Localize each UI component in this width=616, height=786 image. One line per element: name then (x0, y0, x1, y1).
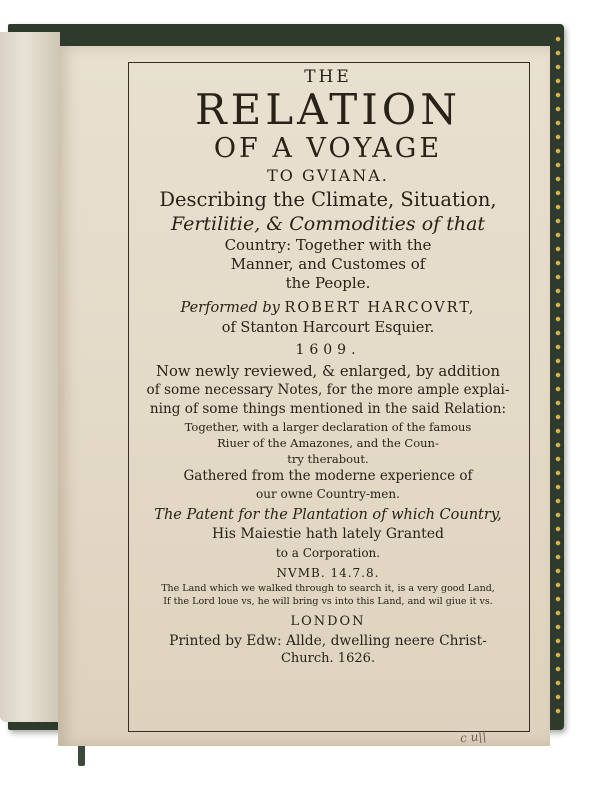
corporation-line: to a Corporation. (275, 546, 381, 560)
gilt-tooled-border (554, 32, 562, 722)
subtitle-manner: Manner, and Customes of (230, 255, 426, 273)
majesty-line: His Maiestie hath lately Granted (212, 526, 444, 542)
patent-line: The Patent for the Plantation of which Country, (154, 507, 502, 523)
reviewed-line-3: ning of some things mentioned in the said Relation: (149, 401, 507, 417)
date-1609: 1609. (295, 342, 361, 358)
subtitle-people: the People. (285, 274, 371, 292)
title-page (58, 46, 550, 746)
gathered-line-1: Gathered from the moderne experience of (183, 468, 473, 484)
together-line-1: Together, with a larger declaration of the famous (184, 420, 472, 434)
title-guiana: TO GVIANA. (267, 166, 389, 185)
reviewed-line-1: Now newly reviewed, & enlarged, by addition (156, 363, 500, 380)
subtitle-country: Country: Together with the (224, 236, 432, 254)
gathered-line-2: our owne Country-men. (256, 487, 400, 501)
performed-prefix: Performed by (180, 300, 280, 316)
title-page-text (128, 62, 528, 668)
reviewed-line-2: of some necessary Notes, for the more ample explai- (146, 382, 510, 398)
imprint-church-date: Church. 1626. (280, 651, 376, 666)
together-line-2: Riuer of the Amazones, and the Coun- (217, 436, 439, 450)
imprint-city: LONDON (290, 614, 366, 629)
together-line-3: try therabout. (287, 452, 369, 466)
author-line (128, 298, 528, 318)
author-name: ROBERT HARCOVRT, (284, 300, 476, 316)
land-quote-line-2: If the Lord loue vs, he will bring vs into this Land, and wil giue it vs. (163, 596, 493, 607)
numbers-reference: NVMB. 14.7.8. (276, 566, 380, 580)
flyleaf-edge (0, 32, 60, 722)
book (0, 22, 566, 746)
title-the: THE (304, 67, 352, 87)
imprint-printer: Printed by Edw: Allde, dwelling neere Christ- (169, 633, 487, 649)
land-quote-line-1: The Land which we walked through to search it, is a very good Land, (161, 583, 495, 594)
author-residence: of Stanton Harcourt Esquier. (221, 320, 435, 336)
subtitle-describing: Describing the Climate, Situation, (159, 188, 497, 211)
title-voyage: OF A VOYAGE (213, 133, 443, 164)
pencil-annotation: c u|| (459, 728, 488, 746)
subtitle-fertilitie: Fertilitie, & Commodities of that (170, 213, 486, 235)
title-relation: RELATION (195, 85, 461, 134)
